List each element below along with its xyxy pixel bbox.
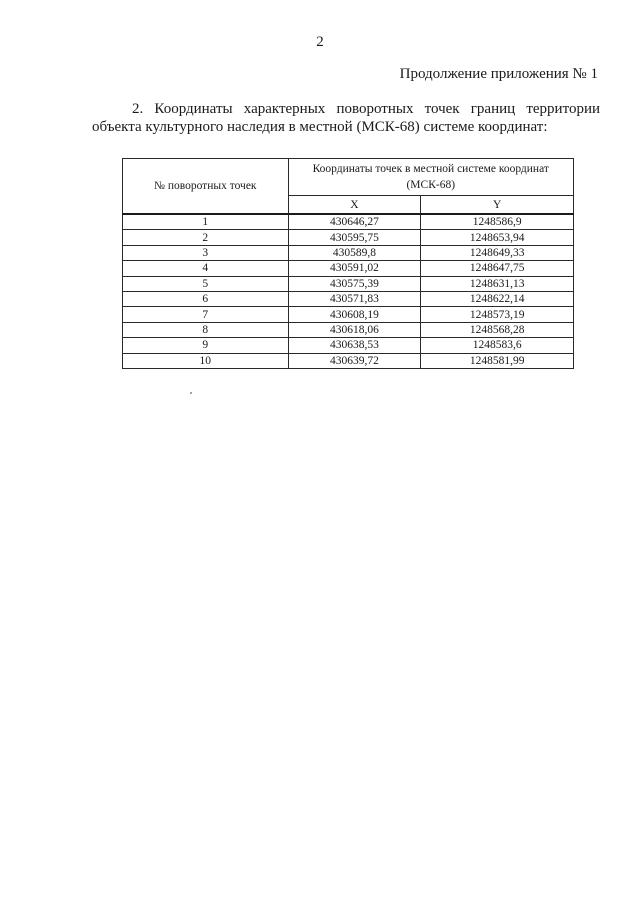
column-header-points: № поворотных точек [123,159,289,215]
x-coordinate-cell: 430646,27 [288,214,421,230]
section-heading-line-2: объекта культурного наследия в местной (МСК-68) системе координат: [92,119,548,135]
point-number-cell: 9 [123,338,289,353]
point-number-cell: 4 [123,261,289,276]
point-number-cell: 2 [123,230,289,245]
y-coordinate-cell: 1248573,19 [421,307,574,322]
page-number: 2 [316,34,324,50]
point-number-cell: 8 [123,322,289,337]
y-coordinate-cell: 1248653,94 [421,230,574,245]
x-coordinate-cell: 430618,06 [288,322,421,337]
x-coordinate-cell: 430591,02 [288,261,421,276]
section-heading-line-1: 2. Координаты характерных поворотных точек границ территории [132,101,600,117]
y-coordinate-cell: 1248586,9 [421,214,574,230]
x-coordinate-cell: 430571,83 [288,291,421,306]
x-coordinate-cell: 430595,75 [288,230,421,245]
x-coordinate-cell: 430575,39 [288,276,421,291]
table-row [123,276,574,291]
table-row [123,261,574,276]
column-header-y: Y [421,196,574,214]
point-number-cell: 5 [123,276,289,291]
point-number-cell: 1 [123,214,289,230]
x-coordinate-cell: 430639,72 [288,353,421,368]
table-body [123,214,574,368]
point-number-cell: 3 [123,245,289,260]
y-coordinate-cell: 1248647,75 [421,261,574,276]
appendix-label: Продолжение приложения № 1 [399,66,598,82]
stray-mark [190,392,192,394]
y-coordinate-cell: 1248649,33 [421,245,574,260]
point-number-cell: 7 [123,307,289,322]
table-row [123,322,574,337]
x-coordinate-cell: 430638,53 [288,338,421,353]
table-row [123,245,574,260]
coordinates-table [122,158,574,369]
table-row [123,214,574,230]
x-coordinate-cell: 430589,8 [288,245,421,260]
point-number-cell: 10 [123,353,289,368]
point-number-cell: 6 [123,291,289,306]
table-row [123,353,574,368]
y-coordinate-cell: 1248568,28 [421,322,574,337]
y-coordinate-cell: 1248622,14 [421,291,574,306]
y-coordinate-cell: 1248583,6 [421,338,574,353]
y-coordinate-cell: 1248631,13 [421,276,574,291]
table-row [123,307,574,322]
section-heading [92,100,600,136]
table-row [123,338,574,353]
table-row [123,230,574,245]
table-row [123,291,574,306]
x-coordinate-cell: 430608,19 [288,307,421,322]
column-header-coordinates: Координаты точек в местной системе координат (МСК-68) [288,159,573,196]
y-coordinate-cell: 1248581,99 [421,353,574,368]
column-header-x: X [288,196,421,214]
